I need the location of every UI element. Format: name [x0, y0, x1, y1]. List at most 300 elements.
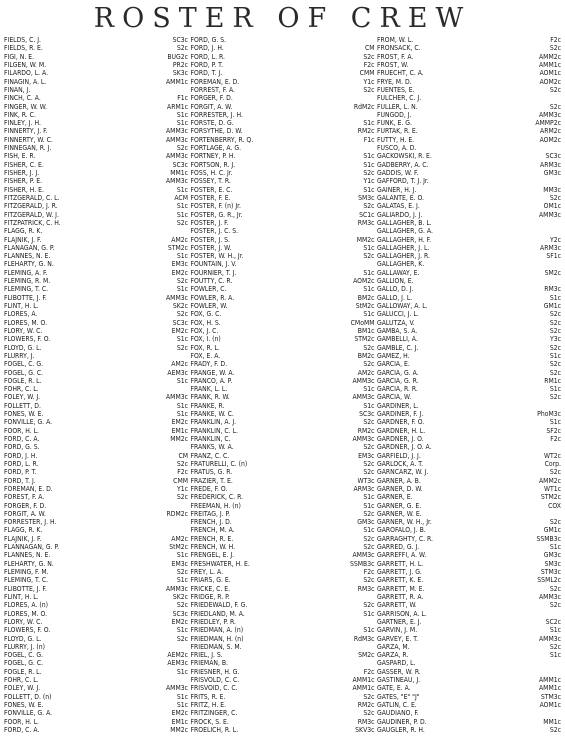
crew-rating: S2c: [363, 534, 375, 543]
crew-name: GARVIN, J. M.: [377, 626, 418, 635]
roster-entry: [4, 144, 188, 152]
crew-name: FOSTER, E. C.: [190, 185, 233, 194]
crew-name: FORD, C. A.: [4, 725, 40, 734]
crew-rating: WT2c: [543, 451, 561, 460]
crew-name: FISHER, P. E.: [4, 177, 43, 186]
crew-name: FINLEY, J. H.: [4, 119, 41, 128]
crew-name: GARNER, A. B.: [377, 476, 421, 485]
crew-name: GADBERRY, A. C.: [377, 160, 429, 169]
crew-rating: S1c: [176, 376, 188, 385]
crew-rating: S2c: [363, 576, 375, 585]
crew-name: FOX, G. C.: [190, 310, 222, 319]
roster-entry: [4, 610, 188, 618]
roster-entry: [377, 327, 561, 335]
roster-entry: [377, 269, 561, 277]
crew-name: GARTNER, E. J.: [377, 617, 422, 626]
roster-entry: [377, 576, 561, 584]
crew-name: FRICKE, C. E.: [190, 584, 231, 593]
crew-rating: GM3c: [357, 518, 375, 527]
crew-name: FRAZIER, T. E.: [190, 476, 233, 485]
roster-entry: [4, 252, 188, 260]
roster-entry: [377, 186, 561, 194]
crew-rating: EM1c: [171, 426, 188, 435]
crew-rating: S2c: [363, 52, 375, 61]
crew-name: FURTAK, R. E.: [377, 127, 418, 136]
roster-entry: [191, 568, 375, 576]
crew-name: FRENGEL, E. J.: [190, 551, 235, 560]
roster-entry: [191, 119, 375, 127]
roster-entry: [191, 535, 375, 543]
roster-entry: [377, 502, 561, 510]
crew-name: FITZGERALD, C. L.: [4, 193, 60, 202]
roster-entry: [377, 493, 561, 501]
crew-name: GARCIA, R. R.: [377, 385, 418, 394]
roster-entry: [191, 152, 375, 160]
crew-name: FOGEL, C. G.: [4, 360, 44, 369]
crew-name: FOSTER, W. H., Jr.: [190, 252, 244, 261]
crew-name: GARCIA, G. R.: [377, 376, 419, 385]
roster-entry: [4, 327, 188, 335]
roster-entry: [377, 244, 561, 252]
crew-rating: S2c: [363, 468, 375, 477]
crew-rating: SC3c: [172, 609, 188, 618]
roster-entry: [191, 103, 375, 111]
crew-name: GAFFORD, T. J. Jr.: [377, 177, 429, 186]
crew-name: FOREST, F. A.: [4, 493, 45, 502]
roster-entry: [377, 668, 561, 676]
crew-name: FROST, W.: [377, 60, 409, 69]
roster-entry: [4, 219, 188, 227]
crew-name: FOSTER, J. F.: [190, 218, 229, 227]
crew-rating: EM2c: [171, 617, 188, 626]
crew-name: FINCH, C. A.: [4, 94, 41, 103]
crew-rating: S1c: [363, 160, 375, 169]
crew-rating: F2c: [363, 60, 375, 69]
crew-name: GARVEY, E. T.: [377, 634, 419, 643]
roster-entry: [4, 61, 188, 69]
roster-entry: [191, 526, 375, 534]
crew-name: FRANK, L. L.: [190, 385, 228, 394]
roster-entry: [4, 551, 188, 559]
crew-name: FOUNTAIN, J. V.: [190, 260, 237, 269]
roster-entry: [191, 626, 375, 634]
crew-name: FRITZINGER, C.: [190, 709, 238, 718]
roster-entry: [4, 310, 188, 318]
crew-rating: S1c: [549, 543, 561, 552]
crew-rating: S2c: [176, 310, 188, 319]
roster-entry: [191, 443, 375, 451]
roster-entry: [4, 86, 188, 94]
crew-rating: RdM3c: [353, 634, 375, 643]
roster-entry: [377, 61, 561, 69]
crew-rating: AMM3c: [166, 684, 188, 693]
roster-entry: [191, 369, 375, 377]
roster-entry: [191, 493, 375, 501]
crew-name: FLEMING, R. M.: [4, 277, 51, 286]
crew-name: FLEHARTY, G. N.: [4, 559, 54, 568]
crew-name: FREITAG, J. P.: [190, 509, 231, 518]
roster-entry: [377, 36, 561, 44]
crew-rating: S2c: [363, 343, 375, 352]
roster-entry: [4, 560, 188, 568]
crew-rating: AMM3c: [539, 110, 561, 119]
roster-entry: [4, 119, 188, 127]
crew-rating: AMM3c: [166, 152, 188, 161]
crew-name: FRENCH, R. E.: [190, 534, 234, 543]
roster-entry: [377, 626, 561, 634]
crew-name: FRIARS, G. E.: [190, 576, 231, 585]
crew-name: FONES, W. E.: [4, 410, 44, 419]
crew-rating: WT1c: [543, 484, 561, 493]
crew-rating: COX: [548, 501, 561, 510]
crew-rating: S2c: [363, 418, 375, 427]
roster-entry: [191, 485, 375, 493]
crew-name: FISHER, C. E.: [4, 160, 44, 169]
crew-name: FRIEDMAN, H. (n): [190, 634, 244, 643]
crew-name: GAMBELLI, A.: [377, 335, 418, 344]
crew-name: FORGIT, A. W.: [4, 509, 46, 518]
crew-rating: S1c: [363, 385, 375, 394]
crew-name: FOWLER, C.: [190, 285, 227, 294]
roster-entry: [191, 576, 375, 584]
roster-entry: [191, 111, 375, 119]
roster-entry: [4, 460, 188, 468]
crew-name: FOSSEY, T. R.: [190, 177, 231, 186]
crew-rating: S1c: [549, 626, 561, 635]
crew-rating: EM3c: [358, 451, 375, 460]
roster-entry: [377, 485, 561, 493]
crew-rating: S1c: [549, 651, 561, 660]
crew-name: FRITS, R. E.: [190, 692, 226, 701]
crew-name: FINGER, W. W.: [4, 102, 47, 111]
roster-entry: [377, 352, 561, 360]
roster-entry: [191, 502, 375, 510]
crew-rating: BM2c: [357, 293, 375, 302]
crew-rating: CMM: [359, 69, 375, 78]
crew-rating: AM2c: [171, 235, 188, 244]
roster-entry: [191, 327, 375, 335]
roster-entry: [377, 435, 561, 443]
crew-name: FRIEDEWALD, F. G.: [190, 601, 248, 610]
roster-entry: [4, 177, 188, 185]
crew-name: GASSER, W. R.: [377, 667, 421, 676]
crew-rating: GM3c: [543, 169, 561, 177]
crew-rating: S2c: [549, 343, 561, 352]
roster-entry: [377, 236, 561, 244]
crew-rating: Y2c: [550, 235, 561, 244]
roster-entry: [191, 709, 375, 717]
roster-entry: [377, 69, 561, 77]
roster-entry: [191, 260, 375, 268]
crew-rating: S1c: [363, 501, 375, 510]
crew-name: FITZPATRICK, C. H.: [4, 218, 61, 227]
crew-name: GADDIS, W. F.: [377, 169, 419, 177]
crew-name: GARNCARZ, W. J.: [377, 468, 429, 477]
crew-rating: S2c: [549, 725, 561, 734]
roster-entry: [4, 502, 188, 510]
crew-name: GALIARDO, J. J.: [377, 210, 423, 219]
roster-entry: [4, 369, 188, 377]
crew-name: GARRETT, J. G.: [377, 568, 422, 576]
crew-rating: S2c: [176, 144, 188, 153]
roster-entry: [191, 410, 375, 418]
roster-entry: [377, 252, 561, 260]
crew-rating: S2c: [363, 543, 375, 552]
roster-entry: [191, 344, 375, 352]
crew-name: FOX, R. L.: [190, 343, 220, 352]
roster-entry: [191, 560, 375, 568]
crew-rating: AMM3c: [166, 393, 188, 402]
roster-entry: [377, 152, 561, 160]
crew-name: GAMEZ, H.: [377, 351, 410, 360]
crew-name: GARRAGHTY, C. R.: [377, 534, 433, 543]
roster-entry: [377, 543, 561, 551]
crew-name: FLANNES, N. E.: [4, 252, 51, 261]
crew-name: FRIDGE, R. P.: [190, 592, 230, 601]
roster-entry: [4, 659, 188, 667]
roster-entry: [377, 535, 561, 543]
crew-name: FLURRY, J. (n): [4, 642, 46, 651]
roster-entry: [4, 152, 188, 160]
roster-entry: [377, 518, 561, 526]
roster-entry: [377, 53, 561, 61]
crew-name: FINAGIN, A. L.: [4, 77, 47, 86]
roster-entry: [377, 526, 561, 534]
crew-name: FOGEL, G. C.: [4, 368, 44, 377]
crew-rating: CM: [364, 44, 375, 53]
crew-rating: WT3c: [357, 476, 375, 485]
roster-entry: [377, 693, 561, 701]
crew-rating: STM3c: [540, 692, 561, 701]
crew-name: GARRED, G. J.: [377, 543, 420, 552]
crew-rating: S1c: [363, 493, 375, 502]
crew-rating: S2c: [549, 468, 561, 477]
crew-name: FLEMING, T. C.: [4, 576, 49, 585]
crew-name: FROM, W. L.: [377, 36, 414, 44]
crew-rating: Y1c: [363, 77, 375, 86]
crew-rating: RdM2c: [353, 102, 375, 111]
crew-name: FILARDO, L. A.: [4, 69, 49, 78]
roster-entry: [4, 726, 188, 734]
crew-name: GALLAWAY, E.: [377, 268, 420, 277]
roster-entry: [377, 86, 561, 94]
crew-rating: S1c: [549, 418, 561, 427]
crew-name: FLINT, H. L.: [4, 592, 39, 601]
crew-rating: AMM1c: [539, 684, 561, 693]
roster-entry: [377, 610, 561, 618]
roster-entry: [4, 44, 188, 52]
crew-name: FORSYTHE, D. W.: [190, 127, 243, 136]
crew-rating: AMM1c: [166, 77, 188, 86]
crew-rating: S2c: [176, 44, 188, 53]
crew-name: FORD, G. S.: [190, 36, 227, 44]
roster-entry: [4, 626, 188, 634]
roster-entry: [377, 718, 561, 726]
roster-entry: [4, 693, 188, 701]
crew-name: GASTINEAU, J.: [377, 676, 421, 685]
crew-name: GARNER, W. E.: [377, 509, 422, 518]
crew-name: FOGLE, R. L.: [4, 376, 42, 385]
roster-entry: [4, 236, 188, 244]
crew-name: FROST, F. A.: [377, 52, 414, 61]
crew-rating: S2c: [363, 709, 375, 718]
crew-name: FRANKE, W. C.: [190, 410, 234, 419]
crew-name: FLORES, A.: [4, 310, 38, 319]
crew-rating: CM: [178, 451, 188, 460]
crew-rating: PhoM3c: [537, 410, 561, 419]
crew-rating: RM2c: [357, 701, 375, 709]
crew-name: FORSTE, D. G.: [190, 119, 234, 128]
crew-name: GAMBA, S. A.: [377, 326, 418, 335]
crew-rating: SF2c: [546, 426, 561, 435]
crew-rating: S2c: [363, 601, 375, 610]
crew-name: GALLAGHER, H. F.: [377, 235, 432, 244]
roster-entry: [4, 36, 188, 44]
roster-entry: [191, 236, 375, 244]
roster-entry: [4, 352, 188, 360]
roster-entry: [377, 560, 561, 568]
roster-entry: [191, 377, 375, 385]
roster-entry: [191, 551, 375, 559]
crew-name: GATE, E. A.: [377, 684, 411, 693]
crew-name: GALLO, D. J.: [377, 285, 414, 294]
crew-rating: STM2c: [354, 335, 375, 344]
crew-rating: S2c: [176, 459, 188, 468]
roster-entry: [191, 177, 375, 185]
crew-rating: EM2c: [171, 709, 188, 718]
crew-name: FRANKS, W. A.: [190, 443, 234, 452]
crew-rating: MM2c: [356, 235, 375, 244]
roster-entry: [377, 369, 561, 377]
crew-name: FORRESTER, J. H.: [4, 518, 57, 527]
crew-name: FORD, C. A.: [4, 435, 40, 443]
roster-entry: [4, 452, 188, 460]
crew-rating: EM2c: [171, 268, 188, 277]
crew-rating: F2c: [550, 36, 561, 44]
roster-entry: [4, 260, 188, 268]
crew-name: FRANKLIN, A. J.: [190, 418, 237, 427]
crew-rating: S1c: [549, 385, 561, 394]
crew-name: FUENTES, E.: [377, 85, 415, 94]
crew-name: FONVILLE, G. A.: [4, 418, 53, 427]
crew-name: FLIBOTTE, J. F.: [4, 584, 47, 593]
crew-rating: S1c: [363, 609, 375, 618]
roster-entry: [191, 684, 375, 692]
crew-name: FLEHARTY, G. N.: [4, 260, 54, 269]
crew-name: FOHR, C. L.: [4, 385, 39, 394]
crew-rating: SSML2c: [537, 576, 561, 585]
roster-entry: [4, 194, 188, 202]
roster-entry: [4, 510, 188, 518]
crew-name: FLAGG, R. K.: [4, 227, 43, 236]
crew-name: FORGER, F. D.: [190, 94, 233, 103]
crew-name: FREDERICK, C. R.: [190, 493, 244, 502]
roster-entry: [191, 668, 375, 676]
crew-name: GALUCCI, J. L.: [377, 310, 419, 319]
crew-name: GALLAGHER, J. L.: [377, 243, 430, 252]
roster-entry: [191, 593, 375, 601]
crew-rating: ARM1c: [167, 102, 188, 111]
crew-name: FLORES, M. O.: [4, 318, 48, 327]
roster-entry: [191, 36, 375, 44]
roster-entry: [191, 518, 375, 526]
page-title: ROSTER OF CREW: [93, 3, 472, 34]
crew-rating: S2c: [363, 443, 375, 452]
roster-entry: [377, 202, 561, 210]
crew-name: FIELDS, R. E.: [4, 44, 43, 53]
crew-rating: F2c: [550, 435, 561, 443]
crew-rating: OM1c: [543, 202, 561, 211]
crew-name: GALLAGHER, G. A.: [377, 227, 433, 236]
roster-entry: [191, 186, 375, 194]
roster-entry: [4, 377, 188, 385]
crew-name: FRIEDMAN, S. M.: [190, 642, 242, 651]
crew-rating: S2c: [549, 601, 561, 610]
crew-rating: AMM2c: [539, 52, 561, 61]
crew-rating: S1c: [363, 310, 375, 319]
roster-entry: [377, 659, 561, 667]
crew-name: GAROFALO, J. B.: [377, 526, 426, 535]
crew-rating: S2c: [549, 193, 561, 202]
crew-rating: SC3c: [172, 160, 188, 169]
crew-rating: Y3c: [550, 335, 561, 344]
crew-name: GALANTE, E. O.: [377, 193, 424, 202]
roster-columns: [4, 36, 561, 734]
crew-name: GAUDINER, P. D.: [377, 717, 427, 726]
crew-rating: EM2c: [171, 418, 188, 427]
crew-rating: S1c: [549, 351, 561, 360]
crew-rating: ACM: [174, 193, 188, 202]
crew-rating: S2c: [549, 310, 561, 319]
crew-name: GARCIA, E.: [377, 360, 410, 369]
roster-entry: [191, 601, 375, 609]
roster-entry: [4, 94, 188, 102]
roster-entry: [377, 643, 561, 651]
crew-rating: S2c: [176, 601, 188, 610]
crew-rating: S2c: [549, 102, 561, 111]
crew-name: FRANKLIN, C. L.: [190, 426, 238, 435]
roster-entry: [377, 443, 561, 451]
crew-rating: S2c: [363, 169, 375, 177]
roster-entry: [4, 676, 188, 684]
crew-name: FOSTER, J. W.: [190, 243, 232, 252]
roster-entry: [377, 119, 561, 127]
crew-name: FUSCO, A. D.: [377, 144, 417, 153]
crew-rating: SC1c: [359, 210, 375, 219]
crew-name: FISHER, H. E.: [4, 185, 44, 194]
roster-entry: [4, 468, 188, 476]
roster-entry: [377, 44, 561, 52]
roster-entry: [191, 468, 375, 476]
roster-entry: [377, 161, 561, 169]
roster-entry: [191, 385, 375, 393]
crew-rating: SSMB3c: [350, 559, 375, 568]
crew-name: GASPARD, L.: [377, 659, 416, 668]
roster-entry: [191, 352, 375, 360]
roster-entry: [4, 518, 188, 526]
crew-name: FLAJNIK, J. F.: [4, 235, 42, 244]
crew-rating: F1c: [363, 135, 375, 144]
roster-entry: [4, 435, 188, 443]
crew-name: FORGIT, A. W.: [190, 102, 233, 111]
crew-name: FRANGE, W. A.: [190, 368, 235, 377]
crew-rating: AMM3c: [352, 435, 375, 443]
crew-name: FRIEDMAN, A. (n): [190, 626, 244, 635]
roster-entry: [191, 161, 375, 169]
roster-entry: [191, 144, 375, 152]
crew-name: FOLEY, W. J.: [4, 684, 41, 693]
crew-name: GARNER, E.: [377, 493, 413, 502]
